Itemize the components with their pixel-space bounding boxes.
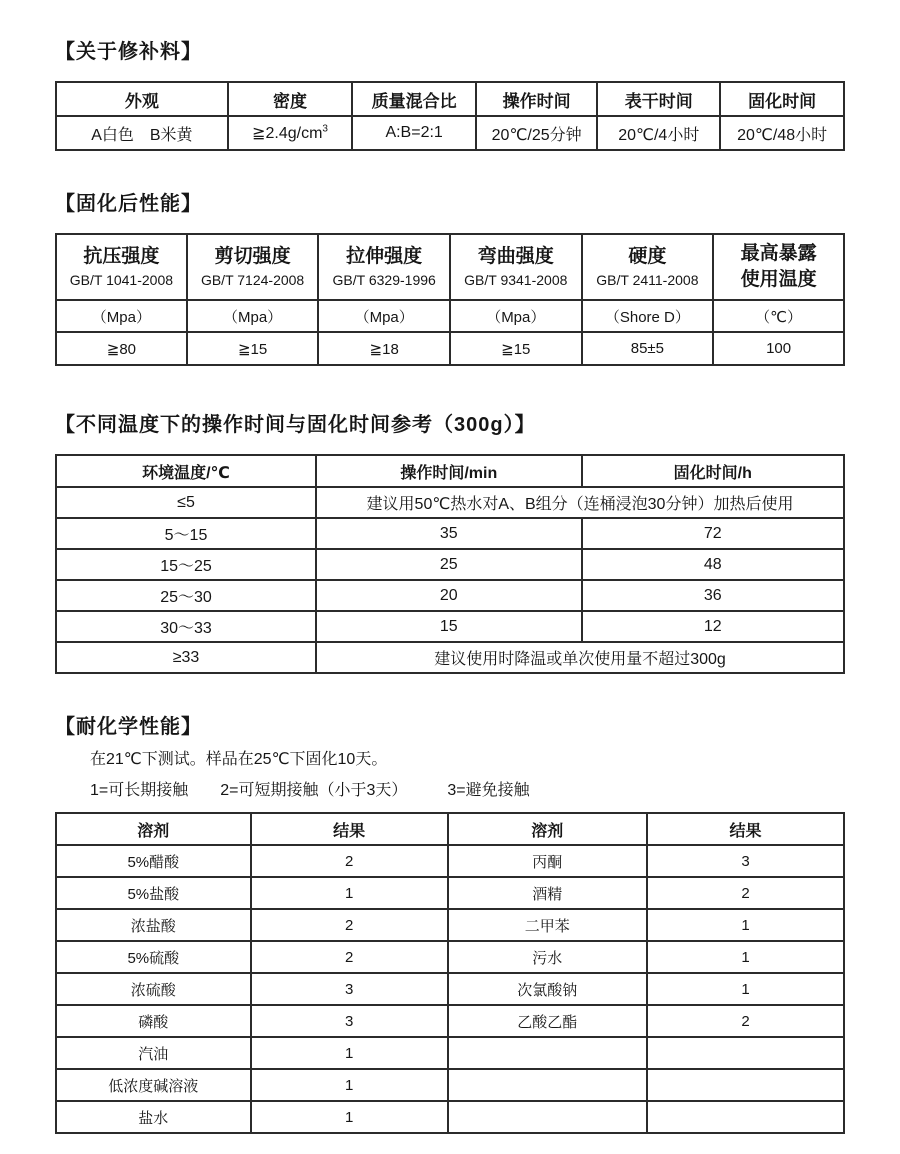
repair-material-table: [55, 81, 845, 151]
cell-cure-time: 20℃/48小时: [720, 116, 844, 150]
value-shear: ≧15: [187, 332, 319, 365]
cell-solvent: [448, 1101, 647, 1133]
section-cured-performance: [55, 192, 845, 366]
section-temp-reference: [55, 413, 845, 674]
cell-density: [228, 116, 353, 150]
property-name: 拉伸强度: [346, 246, 423, 267]
section-title-repair: 【关于修补料】: [55, 41, 202, 63]
cell-temp-range: 25～30: [56, 580, 316, 611]
property-standard: GB/T 2411-2008: [596, 272, 699, 288]
cell-result: 3: [251, 1005, 448, 1037]
chemical-test-conditions: 在21℃下测试。样品在25℃下固化10天。: [90, 751, 388, 768]
cell-result: 1: [251, 877, 448, 909]
table-row: [56, 1101, 844, 1133]
table-value-row: [56, 332, 844, 365]
header-cell-density: 密度: [228, 82, 353, 116]
cell-temp-range: ≤5: [56, 487, 316, 518]
property-name-line2: 使用温度: [740, 269, 817, 290]
cell-surface-dry: 20℃/4小时: [597, 116, 720, 150]
cell-result: 1: [251, 1101, 448, 1133]
section-title-chemical: 【耐化学性能】: [55, 716, 202, 738]
cell-temp-range: 15～25: [56, 549, 316, 580]
cell-work-time: 35: [316, 518, 582, 549]
header-ambient-temp: 环境温度/℃: [56, 455, 316, 487]
header-shear: [187, 234, 319, 300]
cured-performance-table: [55, 233, 845, 366]
value-compressive: ≧80: [56, 332, 187, 365]
table-row: [56, 518, 844, 549]
property-name: 抗压强度: [83, 246, 160, 267]
density-superscript: 3: [322, 123, 328, 135]
table-row: [56, 909, 844, 941]
table-row: [56, 580, 844, 611]
table-row: [56, 611, 844, 642]
cell-solvent: 乙酸乙酯: [448, 1005, 647, 1037]
header-cell-mix-ratio: 质量混合比: [352, 82, 476, 116]
value-max-temp: 100: [713, 332, 844, 365]
header-work-time: 操作时间/min: [316, 455, 582, 487]
header-flexural: [450, 234, 582, 300]
cell-result: 2: [251, 909, 448, 941]
header-solvent-right: 溶剂: [448, 813, 647, 845]
unit-hardness: （Shore D）: [582, 300, 714, 332]
header-cure-time: 固化时间/h: [582, 455, 844, 487]
section-repair-material: [55, 40, 845, 151]
value-flexural: ≧15: [450, 332, 582, 365]
table-row: [56, 549, 844, 580]
cell-result: 2: [251, 845, 448, 877]
cell-result: [647, 1101, 844, 1133]
table-row: [56, 487, 844, 518]
cell-result: 2: [647, 877, 844, 909]
cell-solvent: 5%醋酸: [56, 845, 251, 877]
cell-solvent: 二甲苯: [448, 909, 647, 941]
property-name: 硬度: [628, 246, 667, 267]
cell-work-time: 25: [316, 549, 582, 580]
cell-cure-time: 12: [582, 611, 844, 642]
cell-result: 1: [647, 941, 844, 973]
header-compressive: [56, 234, 187, 300]
unit-max-temp: （℃）: [713, 300, 844, 332]
cell-solvent: [448, 1069, 647, 1101]
cell-temp-range: 5～15: [56, 518, 316, 549]
unit-tensile: （Mpa）: [318, 300, 450, 332]
table-header-row: [56, 234, 844, 300]
cell-solvent: 低浓度碱溶液: [56, 1069, 251, 1101]
cell-advice-low-temp: 建议用50℃热水对A、B组分（连桶浸泡30分钟）加热后使用: [316, 487, 844, 518]
property-name: 剪切强度: [214, 246, 291, 267]
cell-solvent: 浓盐酸: [56, 909, 251, 941]
cell-result: [647, 1069, 844, 1101]
value-hardness: 85±5: [582, 332, 714, 365]
cell-solvent: 盐水: [56, 1101, 251, 1133]
cell-result: 3: [647, 845, 844, 877]
cell-solvent: 汽油: [56, 1037, 251, 1069]
cell-result: 2: [647, 1005, 844, 1037]
cell-solvent: 丙酮: [448, 845, 647, 877]
chemical-resistance-table: [55, 812, 845, 1134]
header-hardness: [582, 234, 714, 300]
cell-advice-high-temp: 建议使用时降温或单次使用量不超过300g: [316, 642, 844, 673]
section-title-temp-ref: 【不同温度下的操作时间与固化时间参考（300g）】: [55, 414, 536, 436]
table-header-row: [56, 813, 844, 845]
cell-solvent: 污水: [448, 941, 647, 973]
property-standard: GB/T 9341-2008: [464, 272, 568, 288]
table-value-row: [56, 116, 844, 150]
table-row: [56, 941, 844, 973]
unit-flexural: （Mpa）: [450, 300, 582, 332]
header-result-right: 结果: [647, 813, 844, 845]
cell-result: 1: [647, 909, 844, 941]
cell-result: 1: [251, 1069, 448, 1101]
table-header-row: [56, 455, 844, 487]
cell-appearance: A白色 B米黄: [56, 116, 228, 150]
table-row: [56, 973, 844, 1005]
header-max-temp: [713, 234, 844, 300]
cell-work-time: 20: [316, 580, 582, 611]
cell-result: 2: [251, 941, 448, 973]
density-value: ≧2.4g/cm: [252, 125, 323, 142]
cell-mix-ratio: A:B=2:1: [352, 116, 476, 150]
header-cell-appearance: 外观: [56, 82, 228, 116]
property-standard: GB/T 1041-2008: [69, 272, 174, 288]
cell-cure-time: 36: [582, 580, 844, 611]
temp-reference-table: [55, 454, 845, 674]
table-units-row: [56, 300, 844, 332]
unit-compressive: （Mpa）: [56, 300, 187, 332]
cell-work-time: 15: [316, 611, 582, 642]
chemical-rating-legend: 1=可长期接触 2=可短期接触（小于3天） 3=避免接触: [90, 782, 530, 799]
unit-shear: （Mpa）: [187, 300, 319, 332]
property-name: 最高暴露: [740, 243, 817, 264]
property-standard: GB/T 6329-1996: [332, 272, 436, 288]
section-title-cured: 【固化后性能】: [55, 193, 202, 215]
cell-temp-range: 30～33: [56, 611, 316, 642]
table-row: [56, 877, 844, 909]
table-row: [56, 845, 844, 877]
header-tensile: [318, 234, 450, 300]
cell-solvent: 酒精: [448, 877, 647, 909]
cell-cure-time: 48: [582, 549, 844, 580]
table-row: [56, 1037, 844, 1069]
cell-work-time: 20℃/25分钟: [476, 116, 597, 150]
section-chemical-resistance: [55, 715, 845, 1134]
cell-result: 1: [251, 1037, 448, 1069]
table-row: [56, 1005, 844, 1037]
cell-result: 1: [647, 973, 844, 1005]
cell-solvent: [448, 1037, 647, 1069]
cell-result: 3: [251, 973, 448, 1005]
cell-solvent: 磷酸: [56, 1005, 251, 1037]
table-row: [56, 1069, 844, 1101]
header-cell-surface-dry: 表干时间: [597, 82, 720, 116]
table-row: [56, 642, 844, 673]
header-result-left: 结果: [251, 813, 448, 845]
cell-solvent: 次氯酸钠: [448, 973, 647, 1005]
value-tensile: ≧18: [318, 332, 450, 365]
header-cell-cure-time: 固化时间: [720, 82, 844, 116]
cell-temp-range: ≥33: [56, 642, 316, 673]
header-cell-work-time: 操作时间: [476, 82, 597, 116]
cell-result: [647, 1037, 844, 1069]
cell-solvent: 5%硫酸: [56, 941, 251, 973]
cell-cure-time: 72: [582, 518, 844, 549]
property-name: 弯曲强度: [477, 246, 554, 267]
table-header-row: [56, 82, 844, 116]
cell-solvent: 5%盐酸: [56, 877, 251, 909]
property-standard: GB/T 7124-2008: [200, 272, 305, 288]
header-solvent-left: 溶剂: [56, 813, 251, 845]
cell-solvent: 浓硫酸: [56, 973, 251, 1005]
